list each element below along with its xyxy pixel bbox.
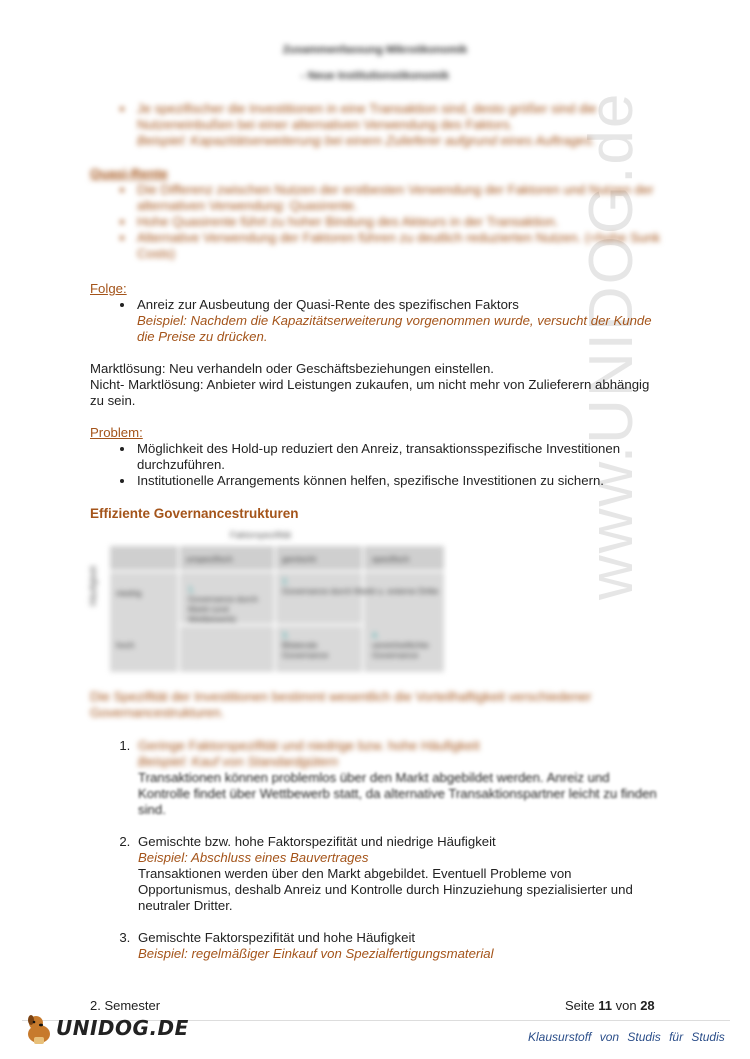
table-col-header: unspezifisch [186, 554, 233, 564]
header-subtitle: - Neue Institutionsökonomik [301, 70, 449, 82]
list-item: • Die Differenz zwischen Nutzen der erstbesten Verwendung der Faktoren und Nutzen der alternativen Verwendung: Quasirente. [135, 182, 665, 214]
table-cell-text: Bilaterale Governance [282, 640, 329, 660]
list-item: • Alternative Verwendung der Faktoren führen zu deutlich reduzierten Nutzen. (=hohe Sunk Costs) [135, 230, 665, 262]
governance-section [90, 506, 665, 522]
table-cell-number: 3. [282, 630, 290, 640]
table-col-header: spezifisch [372, 554, 410, 564]
intro-section [90, 101, 665, 149]
current-page: 11 [598, 998, 612, 1013]
governance-summary [90, 689, 665, 721]
item-example: Beispiel: regelmäßiger Einkauf von Spezialfertigungsmaterial [138, 946, 494, 961]
problem-heading: Problem: [90, 425, 143, 440]
list-item: • Institutionelle Arrangements können helfen, spezifische Investitionen zu sichern. [135, 473, 665, 489]
footer-page-number [565, 998, 655, 1013]
list-item [134, 834, 665, 914]
footer-tagline: Klausurstoff von Studis für Studis [528, 1030, 725, 1044]
table-cell-text: Governance durch Markt (und Wettbewerb) [188, 594, 258, 624]
page-prefix: Seite [565, 998, 599, 1013]
item-body: Transaktionen werden über den Markt abgebildet. Eventuell Probleme von Opportunismus, deshalb Anreiz und Kontrolle durch Hinzuziehung spezialisierter und neutraler Dritter. [138, 866, 633, 913]
unidog-logo [22, 1012, 189, 1046]
header-title: Zusammenfassung Mikroökonomik [282, 44, 468, 56]
folge-section [90, 281, 665, 345]
folge-bullet-example: Beispiel: Nachdem die Kapazitätserweiterung vorgenommen wurde, versucht der Kunde die Preise zu drücken. [137, 313, 652, 344]
quasi-rente-heading: Quasi-Rente [90, 166, 168, 181]
table-cell-text: vereinheitlichte Governance [372, 640, 429, 660]
item-title: 1. Geringe Faktorspezifität und niedrige bzw. hohe Häufigkeit [138, 738, 480, 753]
dog-icon [22, 1012, 56, 1046]
table-cell [282, 630, 362, 660]
item-title: 2. Gemischte bzw. hohe Faktorspezifität und niedrige Häufigkeit [138, 834, 496, 849]
list-item: • Hohe Quasirente führt zu hoher Bindung des Akteurs in der Transaktion. [135, 214, 665, 230]
item-example: Beispiel: Kauf von Standardgütern [138, 754, 339, 769]
marktloesung-text: Marktlösung: Neu verhandeln oder Geschäftsbeziehungen einstellen. [90, 361, 494, 376]
table-cell-number: 4. [372, 630, 380, 640]
table-cell-text: Governance durch Markt u. externe Dritte [282, 586, 439, 596]
problem-section [90, 425, 665, 489]
table-cell-number: 1. [188, 584, 196, 594]
table-cell-number: 2. [282, 576, 290, 586]
markt-section [90, 361, 665, 409]
logo-text: UNIDOG.DE [56, 1016, 189, 1040]
table-title: Faktorspezifität [230, 530, 292, 540]
table-cell [372, 630, 442, 660]
folge-heading: Folge: [90, 281, 127, 296]
table-side-label: Häufigkeit [88, 565, 98, 606]
table-col-header: gemischt [282, 554, 317, 564]
total-pages: 28 [640, 998, 655, 1013]
summary-text: Die Spezifität der Investitionen bestimmt wesentlich die Vorteilhaftigkeit verschiedener Governancestrukturen. [90, 689, 592, 720]
nicht-marktloesung-text: Nicht- Marktlösung: Anbieter wird Leistungen zukaufen, um nicht mehr von Zulieferern abhängig zu sein. [90, 377, 650, 408]
list-item [134, 930, 665, 962]
governance-heading: Effiziente Governancestrukturen [90, 506, 299, 521]
governance-table [90, 528, 450, 676]
quasi-rente-section [90, 166, 665, 262]
page-mid: von [612, 998, 641, 1013]
item-body: Transaktionen können problemlos über den Markt abgebildet werden. Anreiz und Kontrolle findet über Wettbewerb statt, da alternative Transaktionspartner leicht zu finden sind. [138, 770, 657, 817]
folge-bullet-text: Anreiz zur Ausbeutung der Quasi-Rente des spezifischen Faktors [137, 297, 519, 312]
footer-semester: 2. Semester [90, 998, 161, 1013]
list-item [135, 101, 665, 149]
table-row-header: niedrig [116, 588, 142, 598]
table-row-header: hoch [116, 640, 135, 650]
list-item: • Möglichkeit des Hold-up reduziert den Anreiz, transaktionsspezifische Investitionen durchzuführen. [135, 441, 665, 473]
item-example: Beispiel: Abschluss eines Bauvertrages [138, 850, 369, 865]
watermark: www.UNIDOG.de [577, 91, 646, 600]
table-cell [282, 576, 442, 596]
list-item [135, 297, 665, 345]
list-item [134, 738, 665, 818]
intro-bullet-example: Beispiel: Kapazitätserweiterung bei einem Zulieferer aufgrund eines Auftrages. [137, 133, 596, 148]
page-header [0, 44, 750, 82]
numbered-list [90, 738, 665, 978]
intro-bullet-text: Je spezifischer die Investitionen in eine Transaktion sind, desto größer sind die Nutzeneinbußen bei einer alternativen Verwendung des Faktors. [137, 101, 597, 132]
item-title: 3. Gemischte Faktorspezifität und hohe Häufigkeit [138, 930, 416, 945]
table-cell [188, 584, 270, 624]
